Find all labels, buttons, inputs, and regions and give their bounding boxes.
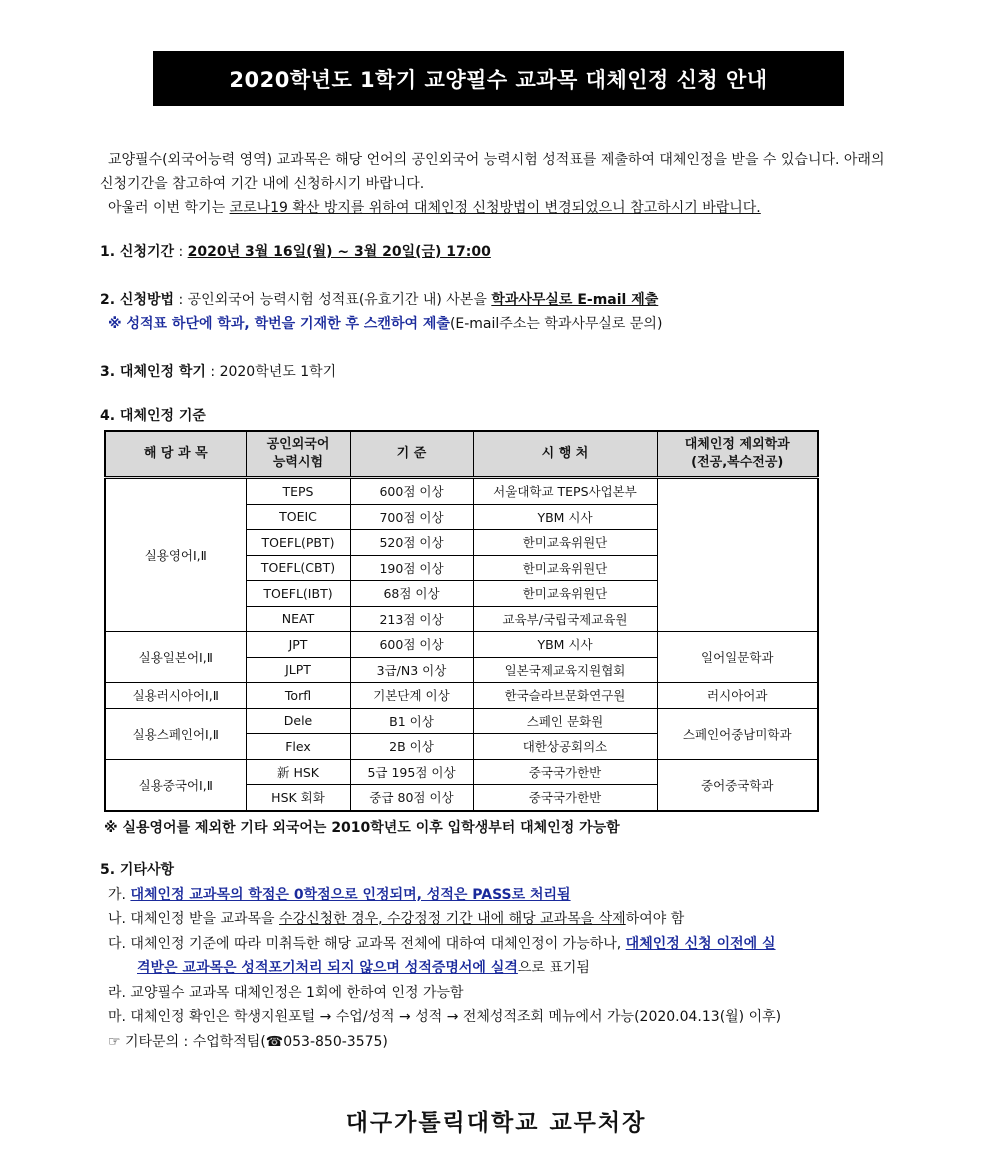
misc-item-da-cont xyxy=(100,956,900,981)
intro-line-2-prefix: 아울러 이번 학기는 xyxy=(108,200,230,216)
section-method-sep: : xyxy=(174,292,188,308)
table-row xyxy=(105,478,818,505)
exam-cell: Flex xyxy=(246,734,350,760)
table-footnote: ※ 실용영어를 제외한 기타 외국어는 2010학년도 이후 입학생부터 대체인정 가능함 xyxy=(104,820,620,836)
section-method-emph: 학과사무실로 E-mail 제출 xyxy=(491,292,659,308)
exam-cell: HSK 회화 xyxy=(246,785,350,811)
misc-item-da-blue-1: 대체인정 신청 이전에 실 xyxy=(625,935,776,952)
misc-item-ga xyxy=(100,883,900,908)
exam-cell: Dele xyxy=(246,708,350,734)
section-semester xyxy=(100,360,336,384)
exam-cell: JPT xyxy=(246,632,350,658)
intro-line-2-underlined: 코로나19 확산 방지를 위하여 대체인정 신청방법이 변경되었으니 참고하시기 바랍니다. xyxy=(229,200,761,216)
section-period xyxy=(100,240,491,264)
table-row xyxy=(105,759,818,785)
misc-item-ra: 라. 교양필수 교과목 대체인정은 1회에 한하여 인정 가능함 xyxy=(108,984,464,1001)
exam-cell: TOEIC xyxy=(246,504,350,530)
org-cell: 교육부/국립국제교육원 xyxy=(473,606,657,632)
standard-cell: B1 이상 xyxy=(350,708,473,734)
section-method-note-mark: ※ xyxy=(108,316,127,332)
intro-line-1: 교양필수(외국어능력 영역) 교과목은 해당 언어의 공인외국어 능력시험 성적표를 제출하여 대체인정을 받을 수 있습니다. 아래의 신청기간을 참고하여 기간 내에 신청하시기 바랍니다. xyxy=(100,152,885,192)
section-method-note-blue: 성적표 하단에 학과, 학번을 기재한 후 스캔하여 제출 xyxy=(126,316,450,332)
section-misc xyxy=(100,858,900,1054)
page-title xyxy=(153,51,844,106)
header-standard: 기 준 xyxy=(350,431,473,478)
intro-line-2 xyxy=(100,196,895,220)
misc-item-da-prefix: 다. 대체인정 기준에 따라 미취득한 해당 교과목 전체에 대하여 대체인정이 가능하나, xyxy=(108,935,626,952)
footer-signature: 대구가톨릭대학교 교무처장 xyxy=(345,1110,647,1136)
table-row xyxy=(105,708,818,734)
standard-cell: 중급 80점 이상 xyxy=(350,785,473,811)
misc-item-na-prefix: 나. 대체인정 받을 교과목을 xyxy=(108,911,280,927)
excluded-cell: 러시아어과 xyxy=(657,683,818,709)
criteria-table xyxy=(104,430,819,812)
header-exam: 공인외국어 능력시험 xyxy=(246,431,350,478)
org-cell: YBM 시사 xyxy=(473,632,657,658)
excluded-cell: 중어중국학과 xyxy=(657,759,818,811)
org-cell: YBM 시사 xyxy=(473,504,657,530)
exam-cell: TOEFL(PBT) xyxy=(246,530,350,556)
section-semester-label: 3. 대체인정 학기 xyxy=(100,364,206,380)
standard-cell: 520점 이상 xyxy=(350,530,473,556)
org-cell: 스페인 문화원 xyxy=(473,708,657,734)
misc-item-na-suffix: 하여야 함 xyxy=(625,911,685,927)
exam-cell: TEPS xyxy=(246,478,350,505)
section-semester-sep: : xyxy=(205,364,220,380)
misc-item-da-blue-2: 격받은 교과목은 성적포기처리 되지 않으며 성적증명서에 실격 xyxy=(137,960,518,976)
page-title-text: 2020학년도 1학기 교양필수 교과목 대체인정 신청 안내 xyxy=(229,67,768,92)
org-cell: 중국국가한반 xyxy=(473,759,657,785)
standard-cell: 190점 이상 xyxy=(350,555,473,581)
org-cell: 한미교육위원단 xyxy=(473,555,657,581)
misc-item-da xyxy=(100,932,900,957)
header-excluded: 대체인정 제외학과 (전공,복수전공) xyxy=(657,431,818,478)
misc-item-ma: 마. 대체인정 확인은 학생지원포털 → 수업/성적 → 성적 → 전체성적조회 메뉴에서 가능(2020.04.13(월) 이후) xyxy=(108,1009,782,1025)
table-header-row xyxy=(105,431,818,478)
standard-cell: 600점 이상 xyxy=(350,632,473,658)
table-row xyxy=(105,683,818,709)
section-method-text: 공인외국어 능력시험 성적표(유효기간 내) 사본을 xyxy=(187,292,492,308)
header-subject: 해 당 과 목 xyxy=(105,431,246,478)
standard-cell: 68점 이상 xyxy=(350,581,473,607)
misc-item-da-suffix: 으로 표기됨 xyxy=(517,960,590,976)
subject-cell: 실용러시아어Ⅰ,Ⅱ xyxy=(105,683,246,709)
exam-cell: NEAT xyxy=(246,606,350,632)
standard-cell: 기본단계 이상 xyxy=(350,683,473,709)
section-method-label: 2. 신청방법 xyxy=(100,292,175,308)
subject-cell: 실용중국어Ⅰ,Ⅱ xyxy=(105,759,246,811)
org-cell: 한미교육위원단 xyxy=(473,581,657,607)
exam-cell: TOEFL(IBT) xyxy=(246,581,350,607)
subject-cell: 실용일본어Ⅰ,Ⅱ xyxy=(105,632,246,683)
exam-cell: Torfl xyxy=(246,683,350,709)
standard-cell: 3급/N3 이상 xyxy=(350,657,473,683)
section-period-sep: : xyxy=(174,244,188,260)
standard-cell: 700점 이상 xyxy=(350,504,473,530)
org-cell: 중국국가한반 xyxy=(473,785,657,811)
excluded-cell: 스페인어중남미학과 xyxy=(657,708,818,759)
misc-item-na xyxy=(100,907,900,932)
exam-cell: 新 HSK xyxy=(246,759,350,785)
standard-cell: 2B 이상 xyxy=(350,734,473,760)
org-cell: 일본국제교육지원협회 xyxy=(473,657,657,683)
subject-cell: 실용스페인어Ⅰ,Ⅱ xyxy=(105,708,246,759)
exam-cell: TOEFL(CBT) xyxy=(246,555,350,581)
org-cell: 대한상공회의소 xyxy=(473,734,657,760)
section-criteria-label: 4. 대체인정 기준 xyxy=(100,408,206,424)
misc-item-na-underlined: 수강신청한 경우, 수강정정 기간 내에 해당 교과목을 삭제 xyxy=(279,911,626,927)
org-cell: 한미교육위원단 xyxy=(473,530,657,556)
subject-cell: 실용영어Ⅰ,Ⅱ xyxy=(105,478,246,632)
standard-cell: 5급 195점 이상 xyxy=(350,759,473,785)
header-org: 시 행 처 xyxy=(473,431,657,478)
excluded-cell: 일어일문학과 xyxy=(657,632,818,683)
section-period-value: 2020년 3월 16일(월) ~ 3월 20일(금) 17:00 xyxy=(187,244,491,260)
section-period-label: 1. 신청기간 xyxy=(100,244,175,260)
org-cell: 서울대학교 TEPS사업본부 xyxy=(473,478,657,505)
section-semester-value: 2020학년도 1학기 xyxy=(219,364,337,380)
misc-item-ga-prefix: 가. xyxy=(108,886,131,903)
table-row xyxy=(105,632,818,658)
section-method xyxy=(100,288,662,336)
section-criteria xyxy=(100,404,206,428)
excluded-cell xyxy=(657,478,818,632)
org-cell: 한국슬라브문화연구원 xyxy=(473,683,657,709)
standard-cell: 213점 이상 xyxy=(350,606,473,632)
misc-contact: ☞ 기타문의 : 수업학적팀(☎053-850-3575) xyxy=(108,1033,388,1050)
section-method-note-rest: (E-mail주소는 학과사무실로 문의) xyxy=(449,316,663,332)
intro-paragraph xyxy=(100,148,895,220)
exam-cell: JLPT xyxy=(246,657,350,683)
standard-cell: 600점 이상 xyxy=(350,478,473,505)
section-misc-label: 5. 기타사항 xyxy=(100,862,175,878)
misc-item-ga-text: 대체인정 교과목의 학점은 0학점으로 인정되며, 성적은 PASS로 처리됨 xyxy=(130,886,571,903)
